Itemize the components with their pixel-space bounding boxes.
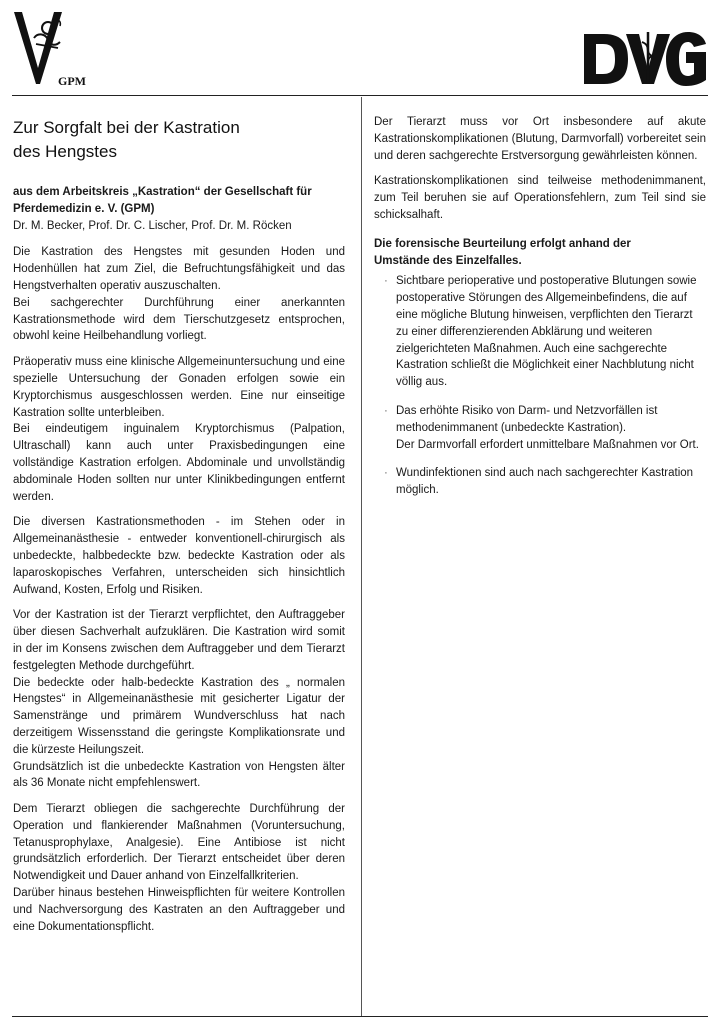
list-item-text: Wundinfektionen sind auch nach sachgerechter Kastration möglich. — [396, 467, 694, 497]
paragraph: Vor der Kastration ist der Tierarzt verpflichtet, den Auftraggeber über diesen Sachverhalt aufzuklären. Die Kastration wird somit in der im Konsens zwischen dem Auftraggeber und dem Tierarzt festgelegten Methode durchgeführt. — [13, 609, 345, 672]
list-item-text: Sichtbare perioperative und postoperative Blutungen sowie postoperative Störungen des Allgemeinbefindens, die auf eine mögliche Blutung hinweisen, verpflichten den Tierarzt zu einer differenzierenden Abklärung und weiteren zielgerichteten Maßnahmen. Auch eine sachgerechte Kastration schließt die Möglichkeit einer Nachblutung nicht völlig aus. — [396, 275, 697, 389]
paragraph: Dem Tierarzt obliegen die sachgerechte Durchführung der Operation und flankierender Maßnahmen (Voruntersuchung, Tetanusprophylaxe, Analgesie). Eine Antibiose ist nicht grundsätzlich erforderlich. Der Tierarzt entscheidet über deren Notwendigkeit und Dauer anhand von Einzelfallkriterien. — [13, 803, 345, 883]
article-title: Zur Sorgfalt bei der Kastration des Hengstes — [13, 118, 240, 161]
forensic-heading: Die forensische Beurteilung erfolgt anhand der Umstände des Einzelfalles. — [374, 237, 631, 267]
list-item — [374, 465, 706, 499]
paragraph-block — [13, 244, 345, 345]
header-rule — [12, 95, 708, 96]
paragraph-block — [13, 801, 345, 935]
paragraph: Die Kastration des Hengstes mit gesunden Hoden und Hodenhüllen hat zum Ziel, die Befruchtungsfähigkeit und das Hengstverhalten operativ auszuschalten. — [13, 246, 345, 292]
dvg-logo — [582, 30, 708, 88]
gpm-logo-text: GPM — [58, 74, 86, 88]
bullet-dot: · — [384, 467, 388, 480]
paragraph: Die diversen Kastrationsmethoden - im Stehen oder in Allgemeinanästhesie - entweder konventionell-chirurgisch als unbedeckte, halbbedeckte bzw. bedeckte Kastration oder als laparoskopisches Verfahren, unterscheiden sich hinsichtlich Aufwand, Kosten, Erfolg und Risiken. — [13, 516, 345, 596]
paragraph-block — [374, 173, 706, 223]
list-item-text: Das erhöhte Risiko von Darm- und Netzvorfällen ist methodenimmanent (unbedeckte Kastration). — [396, 404, 658, 434]
paragraph: Präoperativ muss eine klinische Allgemeinuntersuchung und eine spezielle Untersuchung der Gonaden erfolgen sowie ein Kryptorchismus ausgeschlossen werden. Eine nur einseitige Kastration sollte unterbleiben. — [13, 356, 345, 419]
left-column — [13, 100, 345, 944]
paragraph-block — [13, 354, 345, 505]
paragraph: Bei eindeutigem inguinalem Kryptorchismus (Palpation, Ultraschall) kann auch unter Praxisbedingungen eine vollständige Kastration erfolgen. Abdominale und unvollständig abdominale Hoden sollten nur unter Klinikbedingungen entfernt werden. — [13, 423, 345, 503]
list-item-text: Der Darmvorfall erfordert unmittelbare Maßnahmen vor Ort. — [396, 438, 699, 451]
paragraph-block — [13, 607, 345, 792]
paragraph: Kastrationskomplikationen sind teilweise methodenimmanent, zum Teil beruhen sie auf Operationsfehlern, zum Teil sind sie schicksalhaft. — [374, 175, 706, 221]
article-authors: Dr. M. Becker, Prof. Dr. C. Lischer, Prof. Dr. M. Röcken — [13, 219, 292, 232]
footer-rule — [12, 1016, 708, 1017]
paragraph: Die bedeckte oder halb-bedeckte Kastration des „ normalen Hengstes“ in Allgemeinanästhesie mit gesicherter Ligatur der Samenstränge und primärem Wundverschluss hat nach derzeitigem Wissensstand die geringste Komplikationsrate und die kürzeste Heilungszeit. — [13, 676, 345, 756]
column-divider — [361, 97, 362, 1016]
list-item — [374, 403, 706, 453]
paragraph: Darüber hinaus bestehen Hinweispflichten für weitere Kontrollen und Nachversorgung des Kastraten an den Auftraggeber und eine Dokumentationspflicht. — [13, 887, 345, 933]
paragraph: Grundsätzlich ist die unbedeckte Kastration von Hengsten älter als 36 Monate nicht empfehlenswert. — [13, 760, 345, 790]
bullet-dot: · — [384, 275, 388, 288]
paragraph-block — [13, 514, 345, 598]
forensic-list — [374, 273, 706, 499]
page-header — [0, 0, 722, 100]
paragraph-block — [374, 114, 706, 164]
right-column — [374, 100, 706, 511]
bullet-dot: · — [384, 404, 388, 417]
list-item — [374, 273, 706, 391]
paragraph: Der Tierarzt muss vor Ort insbesondere auf akute Kastrationskomplikationen (Blutung, Darmvorfall) vorbereitet sein und deren sachgerechte Erstversorgung gewährleisten können. — [374, 116, 706, 162]
article-subtitle: aus dem Arbeitskreis „Kastration“ der Gesellschaft für Pferdemedizin e. V. (GPM) — [13, 186, 312, 215]
paragraph: Bei sachgerechter Durchführung einer anerkannten Kastrationsmethode wird dem Tierschutzgesetz entsprochen, obwohl keine Heilbehandlung vorliegt. — [13, 296, 345, 343]
